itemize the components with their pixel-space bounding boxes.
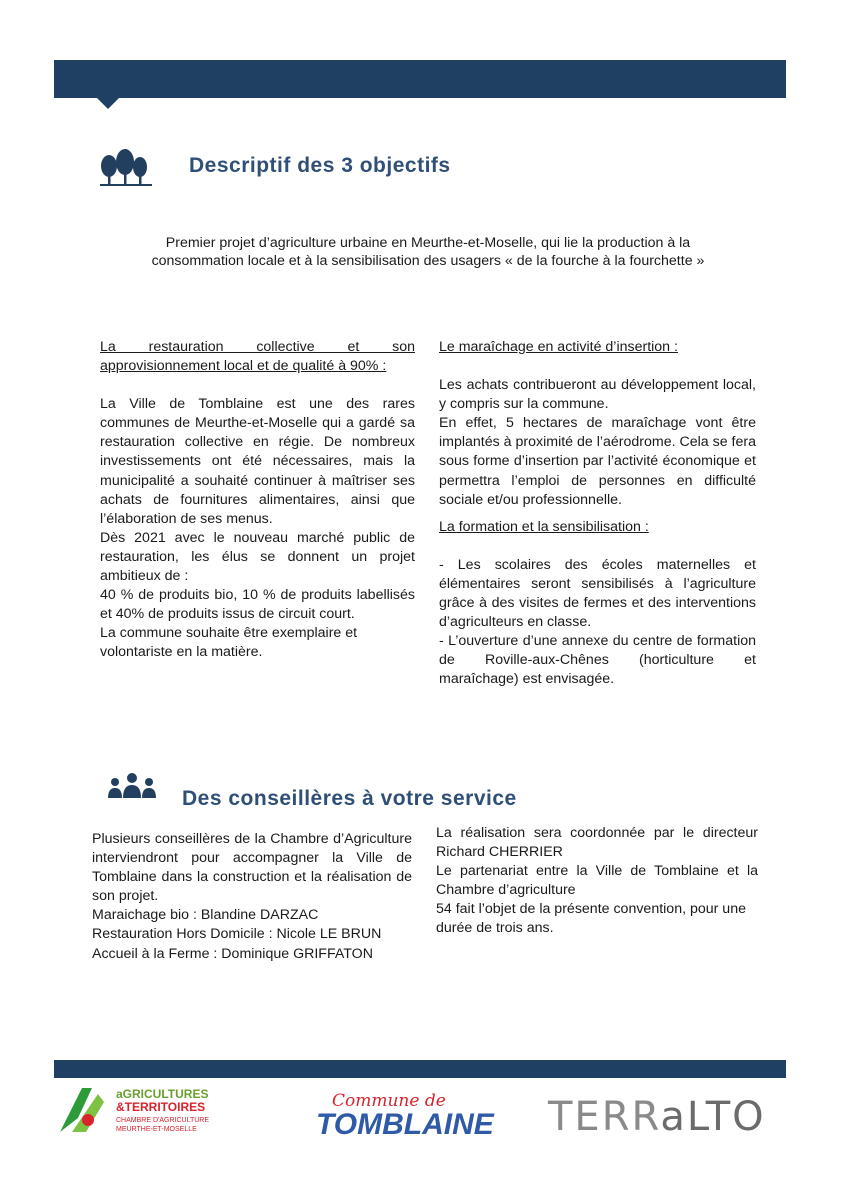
paragraph-convention: 54 fait l’objet de la présente convention, pour une durée de trois ans. (436, 901, 746, 937)
conseilleres-right (436, 824, 758, 939)
paragraph-exemplaire: La commune souhaite être exemplaire et volontariste en la matière. (100, 625, 358, 661)
agri-line-2: &TERRITOIRES (116, 1100, 206, 1114)
conseilleres-left (92, 830, 412, 964)
left-column (100, 338, 415, 663)
line-accueil-ferme: Accueil à la Ferme : Dominique GRIFFATON (92, 945, 373, 962)
agri-line-1: aGRICULTURES (116, 1087, 209, 1101)
paragraph-hectares: En effet, 5 hectares de maraîchage vont être implantés à proximité de l’aérodrome. Cela se fera sous forme d’insertion par l’activité économique et permettra l’emploi de personnes en difficulté sociale et/ou professionnelle. (439, 415, 757, 508)
intro-line-1: Premier projet d’agriculture urbaine en Meurthe-et-Moselle, qui lie la production à la (165, 235, 691, 251)
terr-part2: aLTO (660, 1094, 766, 1140)
agricultures-territoires-logo (58, 1082, 208, 1140)
commune-tomblaine-logo (314, 1086, 494, 1141)
terralto-logo (548, 1094, 772, 1140)
paragraph-scolaires: - Les scolaires des écoles maternelles et élémentaires seront sensibilisés à l’agriculture grâce à des visites de fermes et des interventions d’agriculteurs en classe. (439, 556, 756, 631)
top-banner (54, 60, 786, 98)
tomb-script: Commune de (332, 1091, 446, 1111)
paragraph-partenariat: Le partenariat entre la Ville de Tomblaine et la Chambre d’agriculture (436, 863, 758, 899)
paragraph-tomblaine-regie: La Ville de Tomblaine est une des rares communes de Meurthe-et-Moselle qui a gardé sa restauration collective en régie. De nombreux investissements ont été nécessaires, mais la municipalité a souhaité continuer à maîtriser ses achats de fournitures alimentaires, ainsi que l’élaboration de ses menus. (100, 396, 415, 527)
top-banner-notch (96, 97, 120, 109)
paragraph-conseilleres: Plusieurs conseillères de la Chambre d’Agriculture interviendront pour accompagner la Ville de Tomblaine dans la construction et la réalisation de son projet. (92, 831, 412, 905)
tomb-main: TOMBLAINE (316, 1108, 494, 1141)
intro-line-2: consommation locale et à la sensibilisation des usagers « de la fourche à la fourchette » (151, 253, 705, 269)
right-column (439, 338, 756, 690)
bottom-banner (54, 1060, 786, 1078)
heading-formation: La formation et la sensibilisation : (439, 518, 649, 535)
intro-text (100, 234, 756, 270)
paragraph-coordination: La réalisation sera coordonnée par le directeur Richard CHERRIER (436, 825, 758, 861)
terr-part1: TERR (548, 1094, 661, 1140)
heading-maraichage: Le maraîchage en activité d’insertion : (439, 339, 678, 355)
agri-line-4: MEURTHE-ET-MOSELLE (116, 1126, 197, 1133)
line-restauration-hors-domicile: Restauration Hors Domicile : Nicole LE BRUN (92, 926, 382, 943)
section-title-objectives: Descriptif des 3 objectifs (189, 154, 451, 177)
people-group-icon (106, 772, 158, 804)
heading-restauration: La restauration collective et son approvisionnement local et de qualité à 90% : (100, 339, 415, 375)
paragraph-pourcentages: 40 % de produits bio, 10 % de produits labellisés et 40% de produits issus de circuit court. (100, 587, 415, 623)
trees-icon (98, 148, 154, 188)
line-maraichage-bio: Maraichage bio : Blandine DARZAC (92, 907, 319, 924)
paragraph-achats: Les achats contribueront au développement local, y compris sur la commune. (439, 377, 756, 413)
paragraph-marche-public: Dès 2021 avec le nouveau marché public de restauration, les élus se donnent un projet ambitieux de : (100, 529, 415, 585)
paragraph-annexe: - L’ouverture d’une annexe du centre de formation de Roville-aux-Chênes (horticulture et maraîchage) est envisagée. (439, 633, 756, 688)
agri-line-3: CHAMBRE D'AGRICULTURE (116, 1117, 209, 1124)
section-title-conseilleres: Des conseillères à votre service (182, 787, 517, 810)
